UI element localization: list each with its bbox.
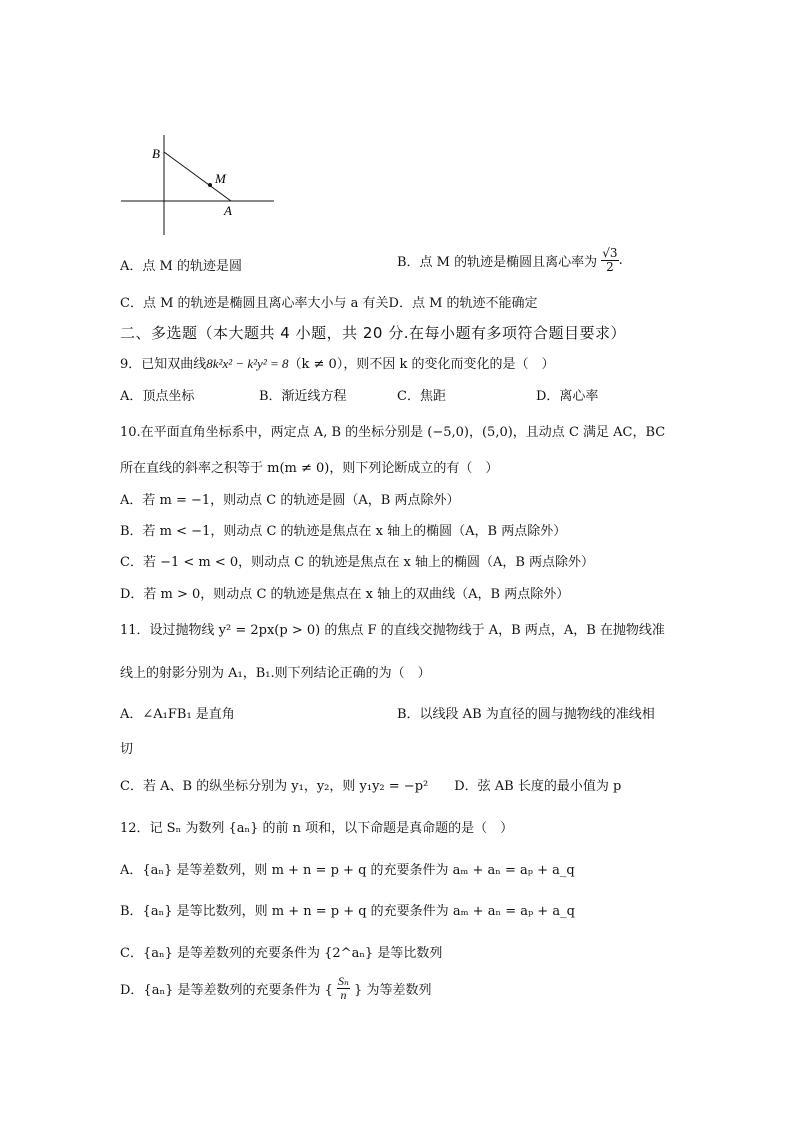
q10-option-c: C．若 −1 < m < 0，则动点 C 的轨迹是焦点在 x 轴上的椭圆（A，B 两点除外）	[120, 555, 595, 570]
q10-option-a: A．若 m = −1，则动点 C 的轨迹是圆（A，B 两点除外）	[120, 493, 460, 508]
q10-option-d: D．若 m > 0，则动点 C 的轨迹是焦点在 x 轴上的双曲线（A，B 两点除外）	[120, 587, 570, 602]
q9-option-c: C．焦距	[397, 389, 446, 404]
q10-stem-line2: 所在直线的斜率之积等于 m(m ≠ 0)，则下列论断成立的有（ ）	[120, 461, 499, 476]
q8-option-a: A．点 M 的轨迹是圆	[120, 259, 242, 274]
q9-stem-pre: 9．已知双曲线	[120, 357, 207, 372]
label-a: A	[224, 203, 232, 218]
q11-option-cd: C．若 A、B 的纵坐标分别为 y₁，y₂，则 y₁y₂ = −p² D．弦 AB 长度的最小值为 p	[120, 779, 622, 794]
q8-option-cd: C．点 M 的轨迹是椭圆且离心率大小与 a 有关D．点 M 的轨迹不能确定	[120, 296, 538, 311]
q8-option-b-denominator: 2	[606, 260, 614, 274]
q11-option-a: A．∠A₁FB₁ 是直角	[120, 707, 235, 722]
q9-option-a: A．顶点坐标	[120, 389, 195, 404]
q9-option-d: D．离心率	[536, 389, 599, 404]
q8-option-b-text: B．点 M 的轨迹是椭圆且离心率为	[397, 255, 598, 270]
point-m	[208, 183, 212, 187]
q12-option-b: B．{aₙ} 是等比数列，则 m + n = p + q 的充要条件为 aₘ + aₙ = aₚ + a_q	[120, 904, 575, 919]
q9-option-b: B．渐近线方程	[259, 389, 347, 404]
q8-option-b-fraction	[601, 247, 618, 274]
q10-stem-line1: 10.在平面直角坐标系中，两定点 A, B 的坐标分别是 (−5,0)，(5,0)，且动点 C 满足 AC，BC	[120, 425, 666, 440]
q11-option-b: B．以线段 AB 为直径的圆与抛物线的准线相	[397, 707, 655, 722]
q10-option-b: B．若 m < −1，则动点 C 的轨迹是焦点在 x 轴上的椭圆（A，B 两点除外）	[120, 524, 567, 539]
q9-condition: （k ≠ 0）	[288, 357, 344, 372]
label-b: B	[152, 146, 160, 161]
q8-option-b	[397, 247, 623, 274]
q11-stem-line1: 11．设过抛物线 y² = 2px(p > 0) 的焦点 F 的直线交抛物线于 A，B 两点，A，B 在抛物线准	[120, 623, 665, 638]
section-heading: 二、多选题（本大题共 4 小题，共 20 分.在每小题有多项符合题目要求）	[120, 324, 626, 342]
q12-option-d-post: } 为等差数列	[354, 983, 432, 998]
q12-option-d-numerator: Sₙ	[338, 974, 349, 988]
label-m: M	[215, 171, 226, 186]
q12-option-d-fraction	[337, 975, 350, 1002]
q12-option-d-denominator: n	[340, 988, 347, 1002]
q9-stem	[120, 353, 554, 372]
q9-equation: 8k²x² − k²y² = 8	[206, 356, 289, 371]
q12-option-d	[120, 975, 431, 1002]
geometry-figure	[115, 130, 280, 240]
q9-stem-post: ，则不因 k 的变化而变化的是（ ）	[343, 357, 555, 372]
q12-option-a: A．{aₙ} 是等差数列，则 m + n = p + q 的充要条件为 aₘ + aₙ = aₚ + a_q	[120, 863, 575, 878]
q8-option-b-numerator: √3	[602, 246, 618, 260]
q12-option-d-pre: D．{aₙ} 是等差数列的充要条件为 {	[120, 983, 333, 998]
q8-option-b-end: .	[618, 253, 623, 268]
q11-option-b-continued: 切	[120, 742, 134, 757]
q11-stem-line2: 线上的射影分别为 A₁，B₁.则下列结论正确的为（ ）	[120, 666, 431, 681]
q12-option-c: C．{aₙ} 是等差数列的充要条件为 {2^aₙ} 是等比数列	[120, 946, 443, 961]
q12-stem: 12．记 Sₙ 为数列 {aₙ} 的前 n 项和，以下命题是真命题的是（ ）	[120, 821, 514, 836]
